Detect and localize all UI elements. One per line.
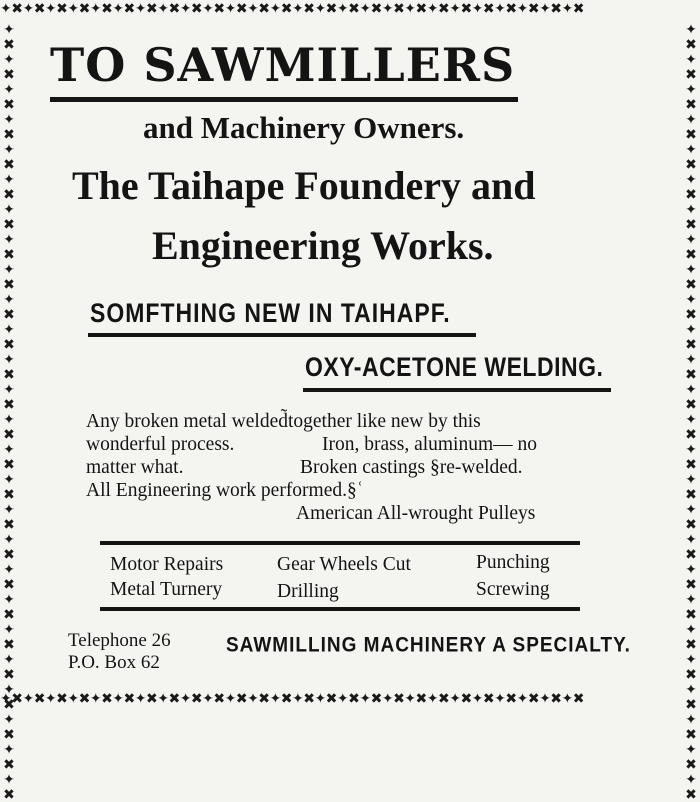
body-line-3a: matter what. [86,457,184,478]
body-line-3b: Broken castings §re-welded. [300,457,523,478]
body-line-2a: wonderful process. [86,434,235,455]
po-box-text: P.O. Box 62 [68,652,160,673]
service-item: Gear Wheels Cut [277,554,411,575]
service-item: Motor Repairs [110,554,224,575]
telephone-text: Telephone 26 [68,630,171,651]
body-line-2b: Iron, brass, aluminum— no [322,434,538,455]
service-item: Drilling [277,581,339,602]
decorative-border-left: ✦✖✦✖✦✖✦✖✦✖✦✖✦✖✦✖✦✖✦✖✦✖✦✖✦✖✦✖✦✖✦✖✦✖✦✖✦✖✦✖✦✖✦✖✦✖✦✖✦✖✦✖ [1,22,17,802]
service-item: Punching [476,552,550,573]
services-top-rule [100,541,580,545]
body-line-5: American All-wrought Pulleys [296,503,536,524]
decorative-border-top: ✦✖✦✖✦✖✦✖✦✖✦✖✦✖✦✖✦✖✦✖✦✖✦✖✦✖✦✖✦✖✦✖✦✖✦✖✦✖✦✖✦✖✦✖✦✖✦✖✦✖✦✖ [0,1,584,17]
ad-subheading: and Machinery Owners. [143,110,465,145]
feature-title: OXY-ACETONE WELDING. [305,352,604,382]
company-name-line1: The Taihape Foundery and [72,163,536,208]
announcement-text: SOMFTHING NEW IN TAIHAPF. [90,298,451,328]
specialty-text: SAWMILLING MACHINERY A SPECIALTY. [226,634,631,658]
company-name-line2: Engineering Works. [152,223,494,268]
services-bottom-rule [100,607,580,611]
ad-heading: TO SAWMILLERS [50,38,516,92]
service-item: Metal Turnery [110,579,223,600]
heading-rule [50,97,518,102]
feature-rule [303,388,611,392]
decorative-border-right: ✦✖✦✖✦✖✦✖✦✖✦✖✦✖✦✖✦✖✦✖✦✖✦✖✦✖✦✖✦✖✦✖✦✖✦✖✦✖✦✖✦✖✦✖✦✖✦✖✦✖✦✖ [683,22,699,802]
announcement-rule [88,333,476,337]
decorative-border-bottom: ✦✖✦✖✦✖✦✖✦✖✦✖✦✖✦✖✦✖✦✖✦✖✦✖✦✖✦✖✦✖✦✖✦✖✦✖✦✖✦✖✦✖✦✖✦✖✦✖✦✖✦✖ [0,691,584,707]
body-line-1: Any broken metal welded̃together like new by this [86,411,481,432]
service-item: Screwing [476,579,550,600]
body-line-4: All Engineering work performed.§ʿ [86,480,364,501]
